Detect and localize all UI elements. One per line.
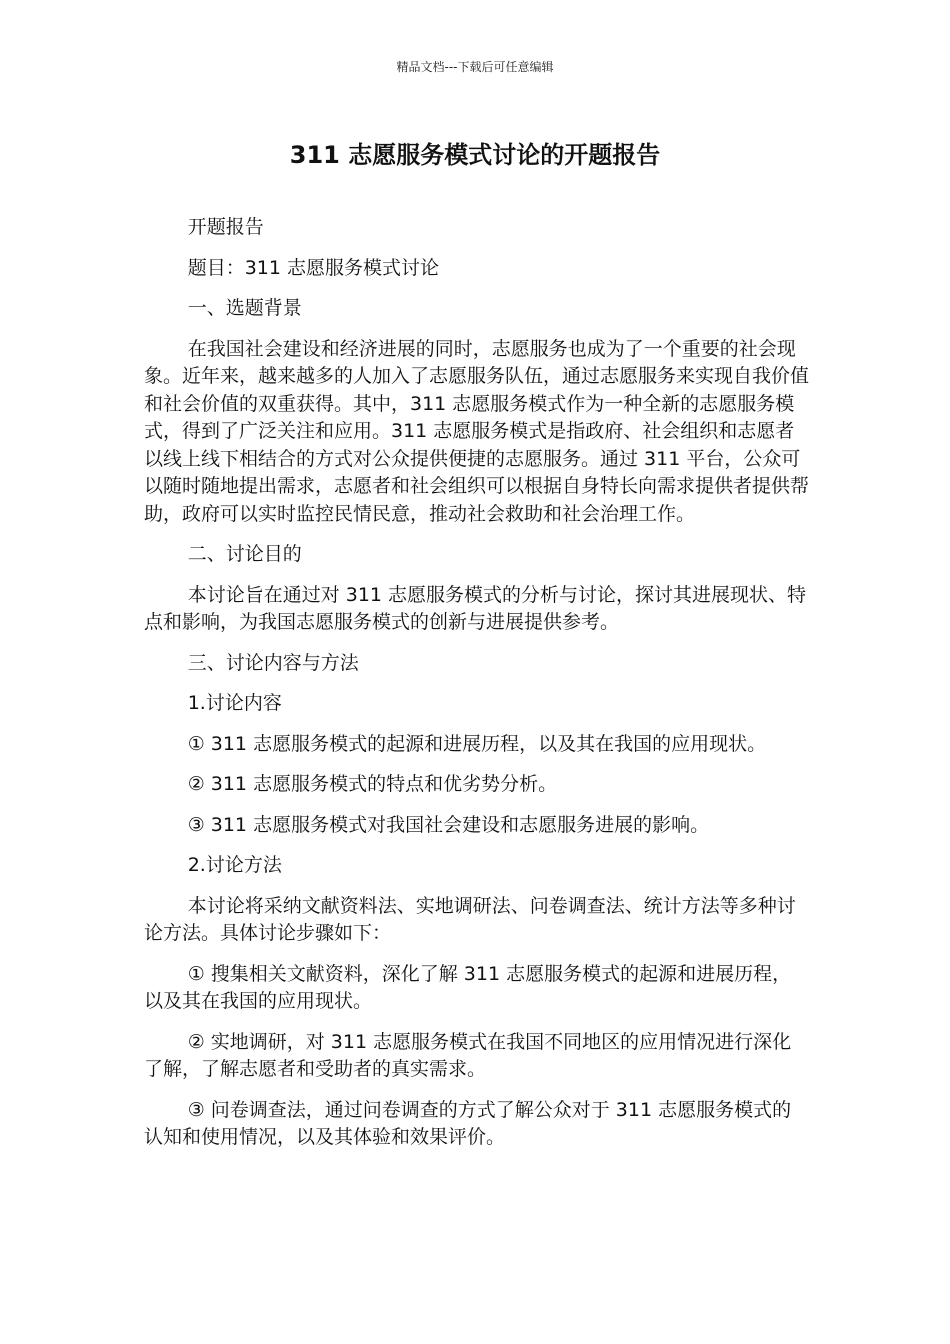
list-item-content-3: ③ 311 志愿服务模式对我国社会建设和志愿服务进展的影响。 xyxy=(187,813,710,836)
paragraph-background: 在我国社会建设和经济进展的同时，志愿服务也成为了一个重要的社会现象。近年来，越来越多的人加入了志愿服务队伍，通过志愿服务来实现自我价值和社会价值的双重获得。其中，311 志愿服务模式作为一种全新的志愿服务模式，得到了广泛关注和应用。311 志愿服务模式是指政府、社会组织和志愿者以线上线下相结合的方式对公众提供便捷的志愿服务。通过 311 平台，公众可以随时随地提出需求，志愿者和社会组织可以根据自身特长向需求提供者提供帮助，政府可以实时监控民情民意，推动社会救助和社会治理工作。 xyxy=(144,337,810,525)
list-item-method-1: ① 搜集相关文献资料，深化了解 311 志愿服务模式的起源和进展历程，以及其在我国的应用现状。 xyxy=(144,962,792,1012)
header-note: 精品文档---下载后可任意编辑 xyxy=(396,60,554,74)
document-body xyxy=(144,214,810,1165)
section-heading-purpose: 二、讨论目的 xyxy=(187,543,302,565)
list-item-method-3: ③ 问卷调查法，通过问卷调查的方式了解公众对于 311 志愿服务模式的认知和使用情况，以及其体验和效果评价。 xyxy=(144,1098,792,1148)
list-item-content-2: ② 311 志愿服务模式的特点和优劣势分析。 xyxy=(187,773,558,795)
paragraph-report-label: 开题报告 xyxy=(187,216,264,238)
subheading-method: 2.讨论方法 xyxy=(187,854,282,876)
section-heading-content-method: 三、讨论内容与方法 xyxy=(187,651,359,674)
paragraph-purpose: 本讨论旨在通过对 311 志愿服务模式的分析与讨论，探讨其进展现状、特点和影响，为我国志愿服务模式的创新与进展提供参考。 xyxy=(144,583,807,633)
section-heading-background: 一、选题背景 xyxy=(187,297,302,319)
paragraph-topic: 题目：311 志愿服务模式讨论 xyxy=(187,256,439,279)
document-title: 311 志愿服务模式讨论的开题报告 xyxy=(289,141,661,169)
subheading-content: 1.讨论内容 xyxy=(187,692,282,714)
list-item-content-1: ① 311 志愿服务模式的起源和进展历程，以及其在我国的应用现状。 xyxy=(187,732,767,755)
list-item-method-2: ② 实地调研，对 311 志愿服务模式在我国不同地区的应用情况进行深化了解，了解志愿者和受助者的真实需求。 xyxy=(144,1030,792,1080)
paragraph-method-intro: 本讨论将采纳文献资料法、实地调研法、问卷调查法、统计方法等多种讨论方法。具体讨论步骤如下： xyxy=(144,894,796,944)
